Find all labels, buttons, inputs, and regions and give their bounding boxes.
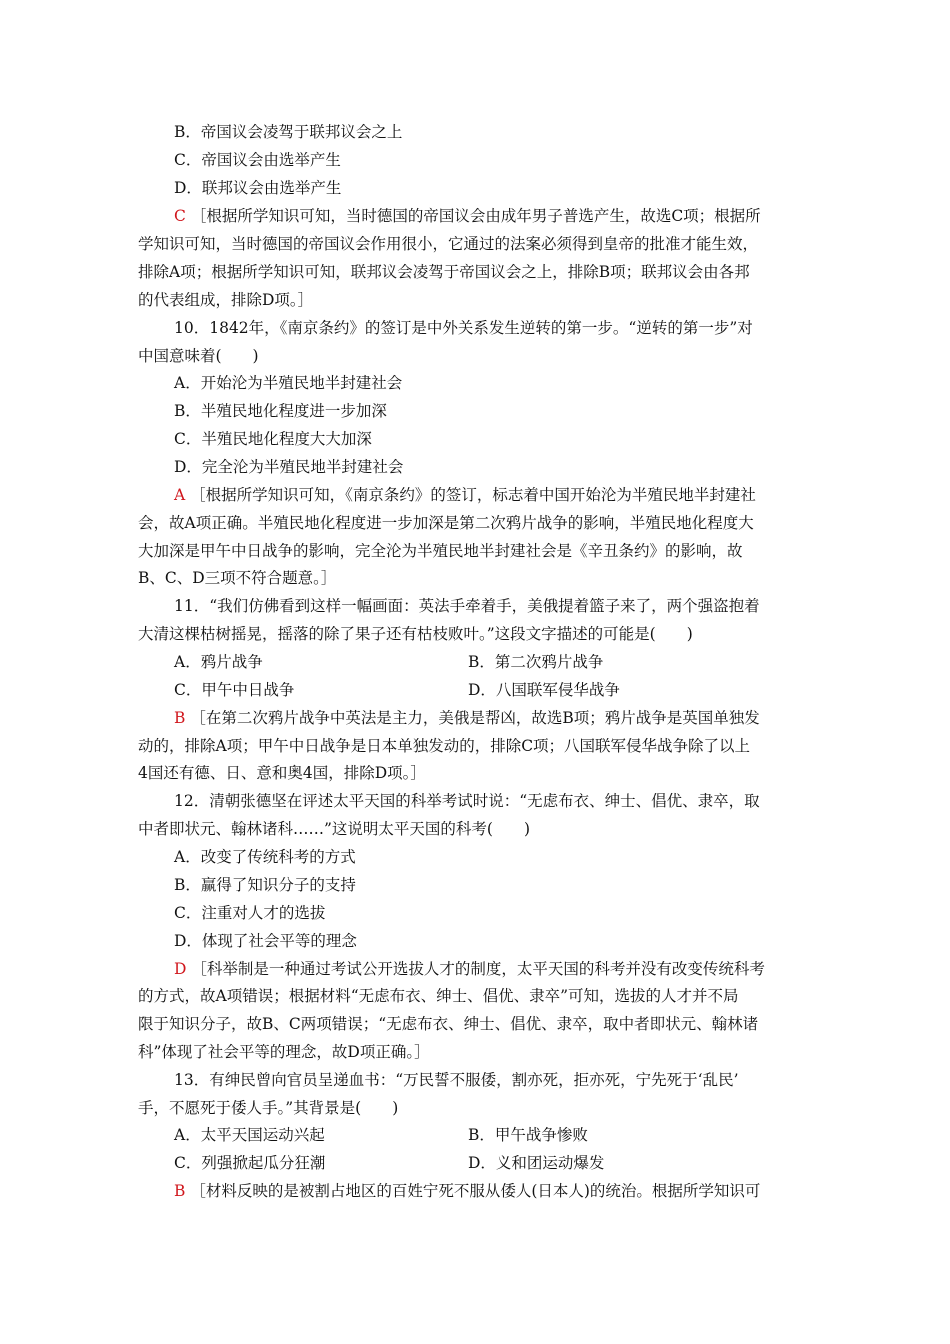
q10-stem2: 中国意味着( ) xyxy=(138,347,259,365)
q13-answer: B xyxy=(174,1182,186,1200)
q13-option-d: D．义和团运动爆发 xyxy=(468,1154,605,1172)
q12-option-c: C．注重对人才的选拔 xyxy=(174,904,326,922)
q10-exp4: B、C、D三项不符合题意。］ xyxy=(138,569,337,587)
q12-answer: D xyxy=(174,960,187,978)
q11-exp3: 4国还有德、日、意和奥4国，排除D项。］ xyxy=(138,764,426,782)
q9-option-c: C．帝国议会由选举产生 xyxy=(174,151,341,169)
q12-option-b: B．赢得了知识分子的支持 xyxy=(174,876,356,894)
q10-explanation-line1 xyxy=(174,482,854,510)
q11-option-c: C．甲午中日战争 xyxy=(174,681,295,699)
q12-exp3: 限于知识分子，故B、C两项错误；“无虑布衣、绅士、倡优、隶卒，取中者即状元、翰林诸 xyxy=(138,1015,759,1033)
q11-options-row2 xyxy=(174,677,854,705)
q11-option-d: D．八国联军侵华战争 xyxy=(468,681,620,699)
q9-explanation-line1 xyxy=(174,203,854,231)
q13-option-a: A．太平天国运动兴起 xyxy=(174,1126,325,1144)
q11-stem2: 大清这棵枯树摇晃，摇落的除了果子还有枯枝败叶。”这段文字描述的可能是( ) xyxy=(138,625,693,643)
q12-exp4: 科”体现了社会平等的理念，故D项正确。］ xyxy=(138,1043,430,1061)
q12-stem1: 12．清朝张德坚在评述太平天国的科举考试时说：“无虑布衣、绅士、倡优、隶卒，取 xyxy=(174,792,760,810)
q10-stem1: 10．1842年，《南京条约》的签订是中外关系发生逆转的第一步。“逆转的第一步”对 xyxy=(174,319,753,337)
q12-exp2: 的方式，故A项错误；根据材料“无虑布衣、绅士、倡优、隶卒”可知，选拔的人才并不局 xyxy=(138,987,739,1005)
q13-option-c: C．列强掀起瓜分狂潮 xyxy=(174,1154,326,1172)
q9-answer: C xyxy=(174,207,186,225)
q13-options-row2 xyxy=(174,1150,854,1178)
q13-stem1: 13．有绅民曾向官员呈递血书：“万民誓不服倭，割亦死，拒亦死，宁先死于‘乱民’ xyxy=(174,1071,739,1089)
q9-exp1: ［根据所学知识可知，当时德国的帝国议会由成年男子普选产生，故选C项；根据所 xyxy=(190,207,761,225)
q12-stem2: 中者即状元、翰林诸科……”这说明太平天国的科考( ) xyxy=(138,820,531,838)
q10-option-c: C．半殖民地化程度大大加深 xyxy=(174,430,372,448)
q9-option-b: B．帝国议会凌驾于联邦议会之上 xyxy=(174,123,403,141)
q11-exp2: 动的，排除A项；甲午中日战争是日本单独发动的，排除C项；八国联军侵华战争除了以上 xyxy=(138,737,751,755)
q10-option-b: B．半殖民地化程度进一步加深 xyxy=(174,402,387,420)
q12-exp1: ［科举制是一种通过考试公开选拔人才的制度，太平天国的科考并没有改变传统科考 xyxy=(191,960,765,978)
q13-options-row1 xyxy=(174,1122,854,1150)
q10-exp2: 会，故A项正确。半殖民地化程度进一步加深是第二次鸦片战争的影响，半殖民地化程度大 xyxy=(138,514,754,532)
q9-exp2: 学知识可知，当时德国的帝国议会作用很小，它通过的法案必须得到皇帝的批准才能生效， xyxy=(138,235,759,253)
q13-stem2: 手，不愿死于倭人手。”其背景是( ) xyxy=(138,1099,399,1117)
q11-answer: B xyxy=(174,709,186,727)
q11-stem1: 11．“我们仿佛看到这样一幅画面：英法手牵着手，美俄提着篮子来了，两个强盗抱着 xyxy=(174,597,760,615)
q11-explanation-line1 xyxy=(174,705,854,733)
q11-exp1: ［在第二次鸦片战争中英法是主力，美俄是帮凶，故选B项；鸦片战争是英国单独发 xyxy=(190,709,760,727)
q10-exp3: 大加深是甲午中日战争的影响，完全沦为半殖民地半封建社会是《辛丑条约》的影响，故 xyxy=(138,542,743,560)
q9-exp3: 排除A项；根据所学知识可知，联邦议会凌驾于帝国议会之上，排除B项；联邦议会由各邦 xyxy=(138,263,750,281)
q10-answer: A xyxy=(174,486,186,504)
q9-exp4: 的代表组成，排除D项。］ xyxy=(138,291,314,309)
q12-option-d: D．体现了社会平等的理念 xyxy=(174,932,357,950)
q13-explanation-line1 xyxy=(174,1178,854,1206)
q13-option-b: B．甲午战争惨败 xyxy=(468,1126,588,1144)
q10-exp1: ［根据所学知识可知，《南京条约》的签订，标志着中国开始沦为半殖民地半封建社 xyxy=(190,486,756,504)
q13-exp1: ［材料反映的是被割占地区的百姓宁死不服从倭人(日本人)的统治。根据所学知识可 xyxy=(190,1182,761,1200)
q12-option-a: A．改变了传统科考的方式 xyxy=(174,848,356,866)
q12-explanation-line1 xyxy=(174,956,854,984)
q11-option-b: B．第二次鸦片战争 xyxy=(468,653,604,671)
q10-option-a: A．开始沦为半殖民地半封建社会 xyxy=(174,374,403,392)
q9-option-d: D．联邦议会由选举产生 xyxy=(174,179,342,197)
q11-option-a: A．鸦片战争 xyxy=(174,653,263,671)
q10-option-d: D．完全沦为半殖民地半封建社会 xyxy=(174,458,404,476)
q11-options-row1 xyxy=(174,649,854,677)
